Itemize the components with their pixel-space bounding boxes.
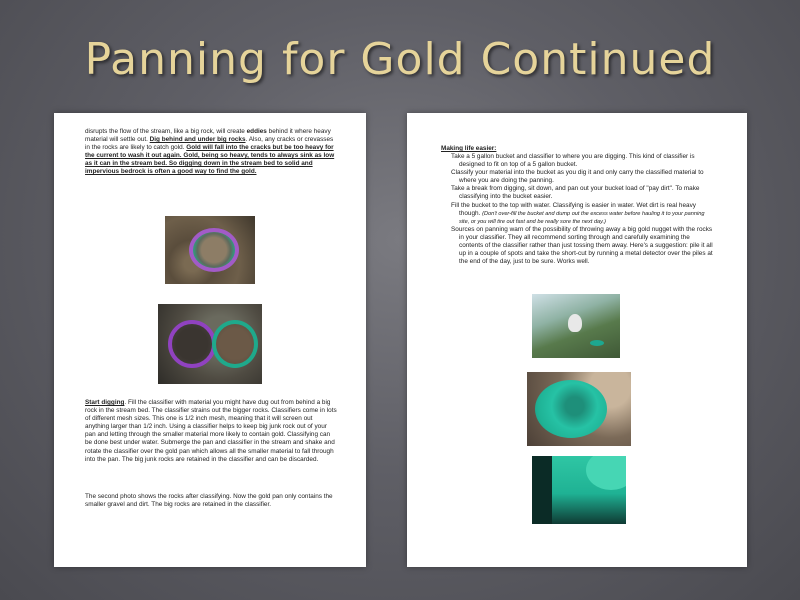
right-document-page xyxy=(407,113,747,567)
p1-text-1: disrupts the flow of the stream, like a big rock, will create xyxy=(85,128,247,135)
tip-item xyxy=(451,202,713,226)
making-life-easier-heading: Making life easier: xyxy=(441,145,497,152)
tips-list xyxy=(451,153,713,266)
stream-panning-photo xyxy=(532,294,620,358)
tip-item: Take a 5 gallon bucket and classifier to where you are digging. This kind of classifier is designed to fit on top of a 5 gallon bucket. xyxy=(451,153,695,169)
tip-item: Take a break from digging, sit down, and pan out your bucket load of "pay dirt". To make classifying into the bucket easier. xyxy=(451,185,700,201)
eddies-term: eddies xyxy=(246,128,267,135)
tip-item: Sources on panning warn of the possibility of throwing away a big gold nugget with the rocks in your classifier. They all recommend sorting through and carefully examining the contents of the classifier rather than just tossing them away. Here's a suggestion: pile it all up in a couple of spots and take the short-cut by running a metal detector over the piles at the end of the day, just to be sure. Works well. xyxy=(451,225,713,266)
p1-text-2: behind it where heavy material will settle out. xyxy=(85,128,331,144)
classifier-pan-photo xyxy=(165,216,255,284)
fill-bucket-text: Fill the bucket to the top with water. Classifying is easier in water. Wet dirt is real heavy though. xyxy=(451,201,696,217)
slide-title: Panning for Gold Continued xyxy=(84,34,716,85)
fill-bucket-note: (Don't over-fill the bucket and dump out the excess water before hauling it to your panning site, or you will tire out fast and be really sore the next day.) xyxy=(459,210,705,225)
p2-text: . Fill the classifier with material you might have dug out from behind a big rock in the stream bed. The classifier strains out the bigger rocks. Classifiers come in lots of different mesh sizes. This one is 1/2 inch mesh, meaning that it will screen out anything larger than 1/2 inch. Using a classifier helps to keep big junk rock out of your pan and letting through the smaller material more likely to contain gold. Classifying can be done best under water. Submerge the pan and classifier in the stream and shake and rotate the classifier over the gold pan which allows all the smaller material to fall through into the pan. The big junk rocks are retained in the classifier and can be discarded. xyxy=(85,399,337,463)
green-pan-closeup-photo xyxy=(532,456,626,524)
green-gold-pan-photo xyxy=(527,372,631,446)
dig-instruction: Dig behind and under big rocks xyxy=(149,136,246,144)
left-paragraph-1 xyxy=(85,128,337,177)
left-paragraph-2 xyxy=(85,399,337,464)
left-paragraph-3: The second photo shows the rocks after classifying. Now the gold pan only contains the smaller gravel and dirt. The big rocks are retained in the classifier. xyxy=(85,493,333,509)
tip-item: Classify your material into the bucket as you dig it and only carry the classified material to where you are doing the panning. xyxy=(451,169,704,185)
left-document-page xyxy=(54,113,366,567)
two-pans-photo xyxy=(158,304,262,384)
gold-cracks-emphasis: Gold will fall into the cracks but be too heavy for the current to wash it out again. Gold, being so heavy, tends to always sink as low as it can in the stream bed. So digging down in the stream bed to solid and impervious bedrock is often a good way to find the gold. xyxy=(85,144,335,176)
start-digging-heading: Start digging xyxy=(85,399,125,406)
p1-text-3: . Also, any cracks or crevasses in the rocks are likely to catch gold. xyxy=(85,136,334,152)
